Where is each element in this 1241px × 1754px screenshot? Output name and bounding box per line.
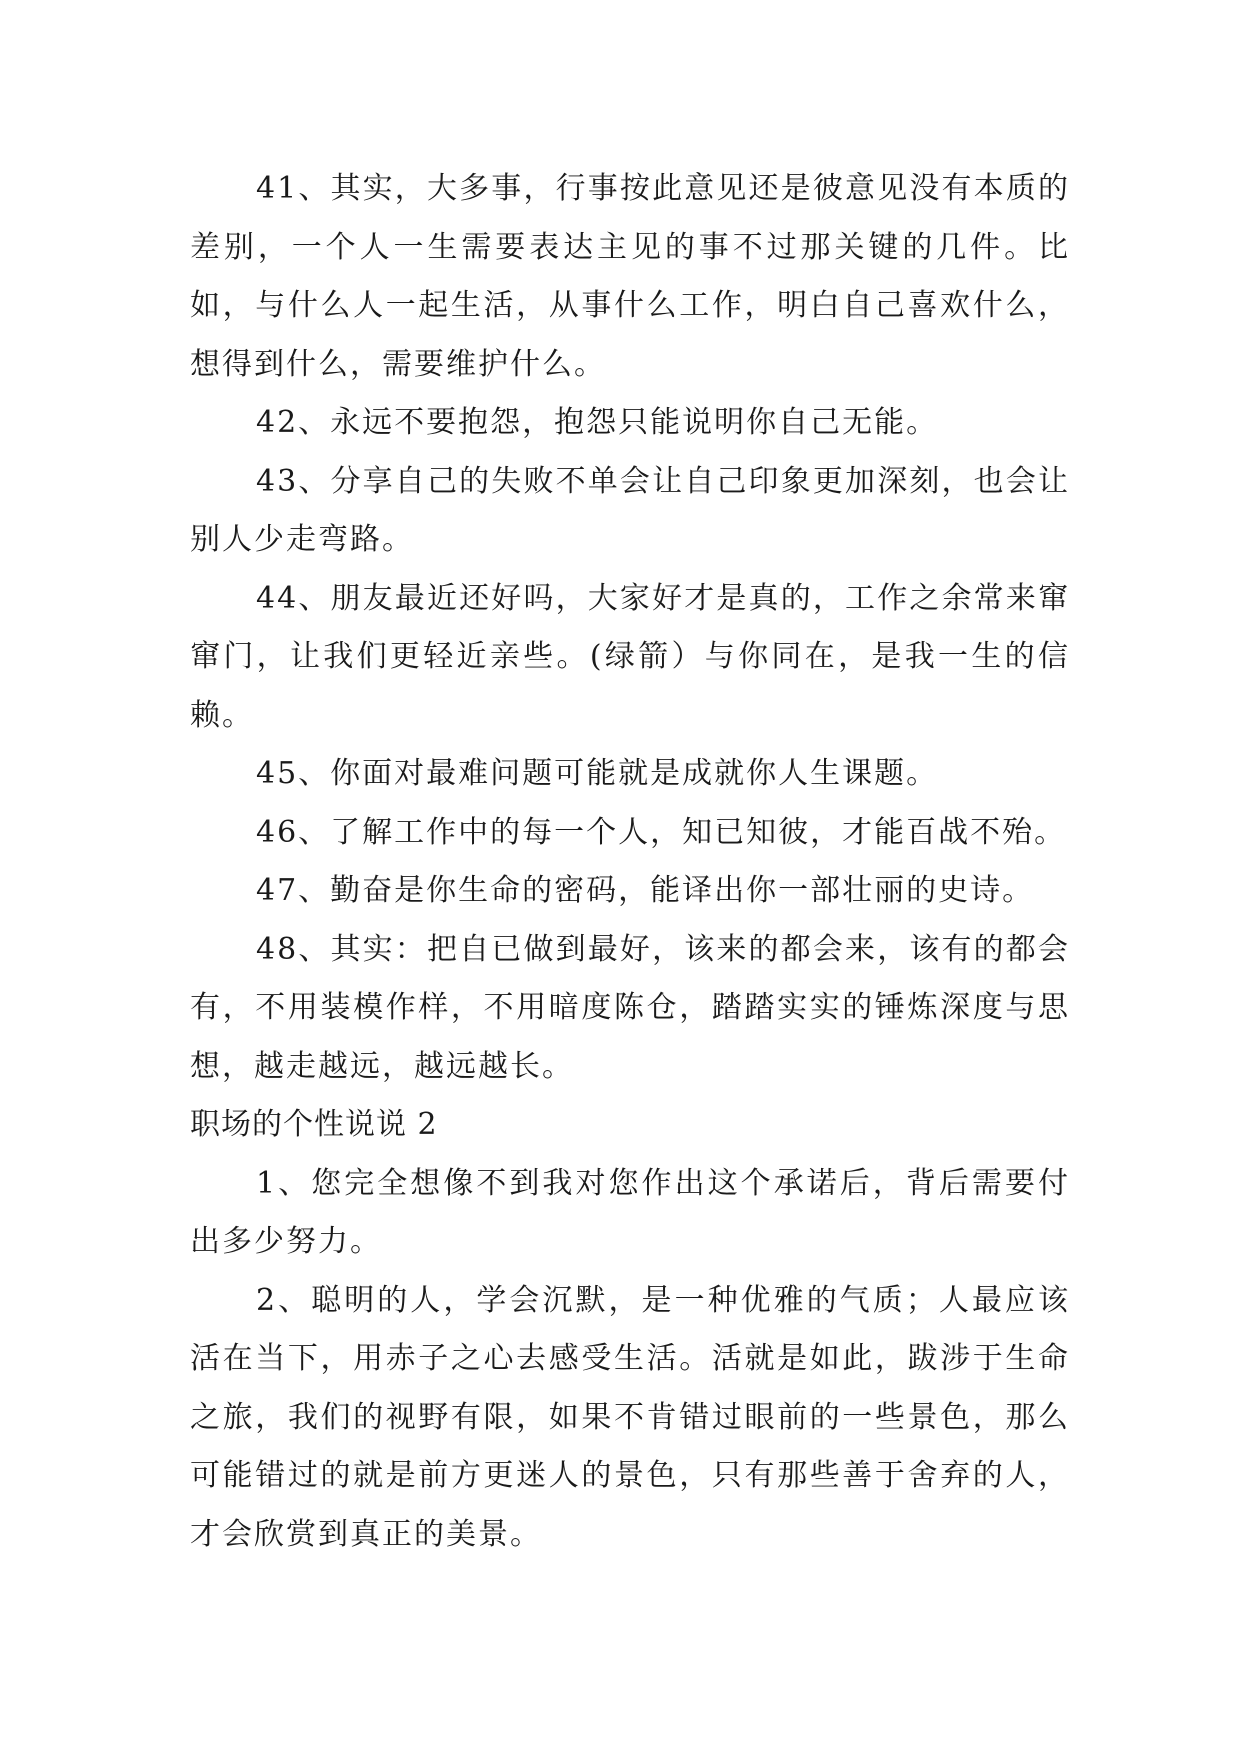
section-heading: 职场的个性说说 2: [190, 1107, 438, 1142]
paragraph-46: 46、了解工作中的每一个人，知已知彼，才能百战不殆。: [256, 814, 1067, 850]
paragraph-1: 1、您完全想像不到我对您作出这个承诺后，背后需要付出多少努力。: [190, 1165, 1070, 1259]
paragraph-43: 43、分享自己的失败不单会让自己印象更加深刻，也会让别人少走弯路。: [190, 463, 1070, 557]
paragraph-44: 44、朋友最近还好吗，大家好才是真的，工作之余常来窜窜门，让我们更轻近亲些。(绿箭）与你同在，是我一生的信赖。: [190, 580, 1070, 733]
paragraph-2: 2、聪明的人，学会沉默，是一种优雅的气质；人最应该活在当下，用赤子之心去感受生活。活就是如此，跋涉于生命之旅，我们的视野有限，如果不肯错过眼前的一些景色，那么可能错过的就是前方更迷人的景色，只有那些善于舍弃的人，才会欣赏到真正的美景。: [190, 1282, 1070, 1552]
paragraph-42: 42、永远不要抱怨，抱怨只能说明你自己无能。: [256, 405, 939, 440]
paragraph-41: 41、其实，大多事，行事按此意见还是彼意见没有本质的差别，一个人一生需要表达主见的事不过那关键的几件。比如，与什么人一起生活，从事什么工作，明白自己喜欢什么，想得到什么，需要维护什么。: [190, 171, 1070, 382]
paragraph-48: 48、其实：把自已做到最好，该来的都会来，该有的都会有，不用装模作样，不用暗度陈仓，踏踏实实的锤炼深度与思想，越走越远，越远越长。: [190, 931, 1070, 1084]
document-body: [190, 160, 1070, 1564]
paragraph-45: 45、你面对最难问题可能就是成就你人生课题。: [256, 756, 939, 791]
paragraph-47: 47、勤奋是你生命的密码，能译出你一部壮丽的史诗。: [256, 873, 1035, 908]
